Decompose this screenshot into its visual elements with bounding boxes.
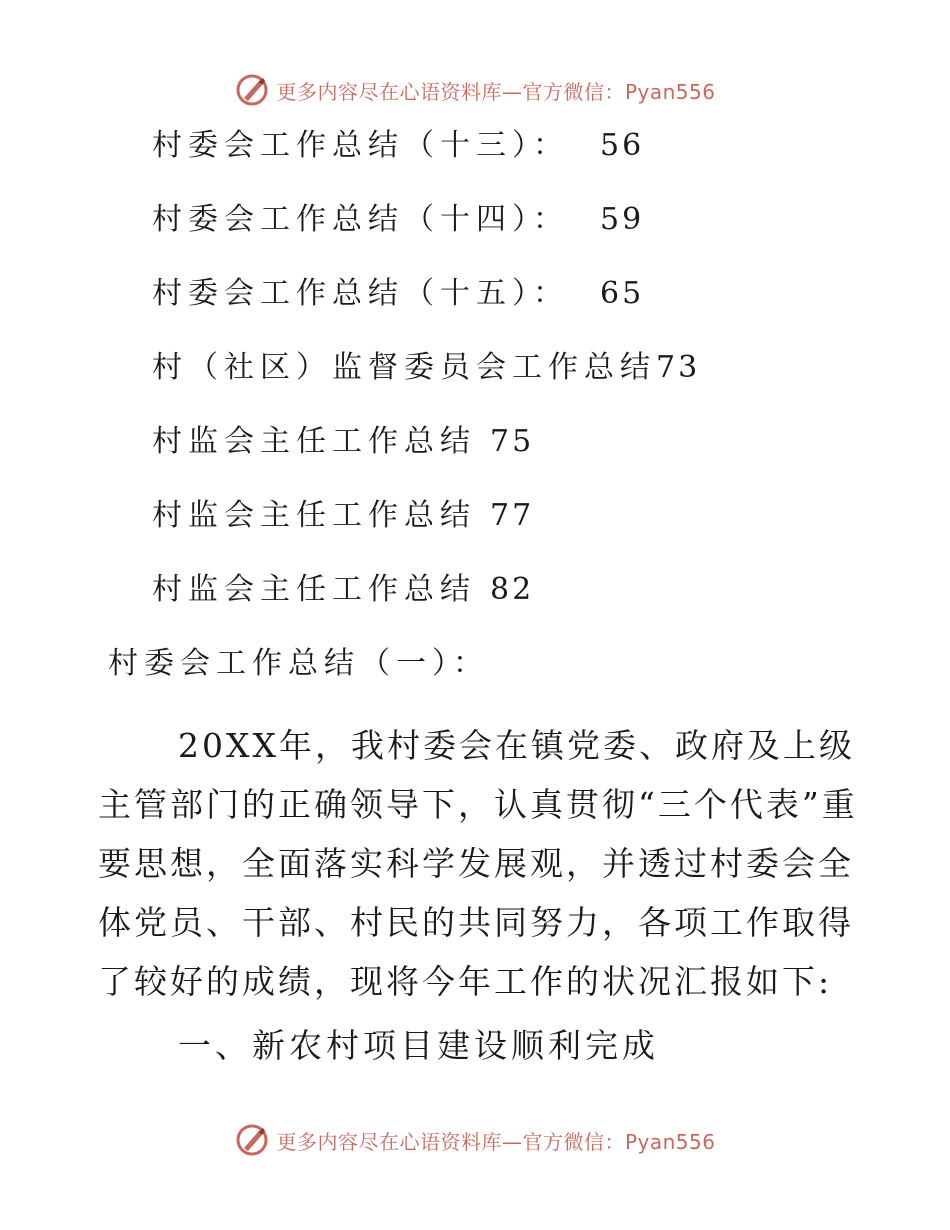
section-title: 村委会工作总结（一）： xyxy=(108,646,489,681)
watermark-text: 更多内容尽在心语资料库—官方微信：Pyan556 xyxy=(276,1129,716,1154)
subheading: 一、新农村项目建设顺利完成 xyxy=(178,1026,659,1065)
header-watermark xyxy=(0,70,950,110)
toc-entry-title: 村监会主任工作总结 xyxy=(152,572,476,607)
pen-seal-icon xyxy=(234,72,270,108)
toc-entry-title: 村委会工作总结（十四）： xyxy=(152,202,569,237)
toc-entry-title: 村委会工作总结（十五）： xyxy=(152,276,569,311)
toc-entry-title: 村监会主任工作总结 xyxy=(152,498,476,533)
toc-entry-title: 村监会主任工作总结 xyxy=(152,424,476,459)
toc-entry-title: 村（社区）监督委员会工作总结 xyxy=(152,350,656,385)
watermark-text: 更多内容尽在心语资料库—官方微信：Pyan556 xyxy=(276,79,716,104)
toc-entry[interactable] xyxy=(152,126,645,166)
toc-entry-title: 村委会工作总结（十三）： xyxy=(152,128,569,163)
toc-entry[interactable] xyxy=(152,200,645,240)
toc-entry-page: 82 xyxy=(490,572,535,607)
pen-seal-icon xyxy=(234,1122,270,1158)
toc-entry[interactable] xyxy=(152,422,535,462)
toc-entry[interactable] xyxy=(152,496,535,536)
toc-entry[interactable] xyxy=(152,348,701,388)
toc-entry-page: 77 xyxy=(490,498,535,533)
toc-entry-page: 75 xyxy=(490,424,535,459)
toc-entry[interactable] xyxy=(152,274,645,314)
toc-entry-page: 65 xyxy=(600,276,645,311)
toc-entry[interactable] xyxy=(152,570,535,610)
toc-entry-page: 56 xyxy=(600,128,645,163)
body-paragraph: 20XX年，我村委会在镇党委、政府及上级主管部门的正确领导下，认真贯彻“三个代表”重要思想，全面落实科学发展观，并透过村委会全体党员、干部、村民的共同努力，各项工作取得了较好的成绩，现将今年工作的状况汇报如下: xyxy=(98,726,858,1001)
footer-watermark xyxy=(0,1120,950,1160)
toc-entry-page: 59 xyxy=(600,202,645,237)
toc-entry-page: 73 xyxy=(656,350,701,385)
